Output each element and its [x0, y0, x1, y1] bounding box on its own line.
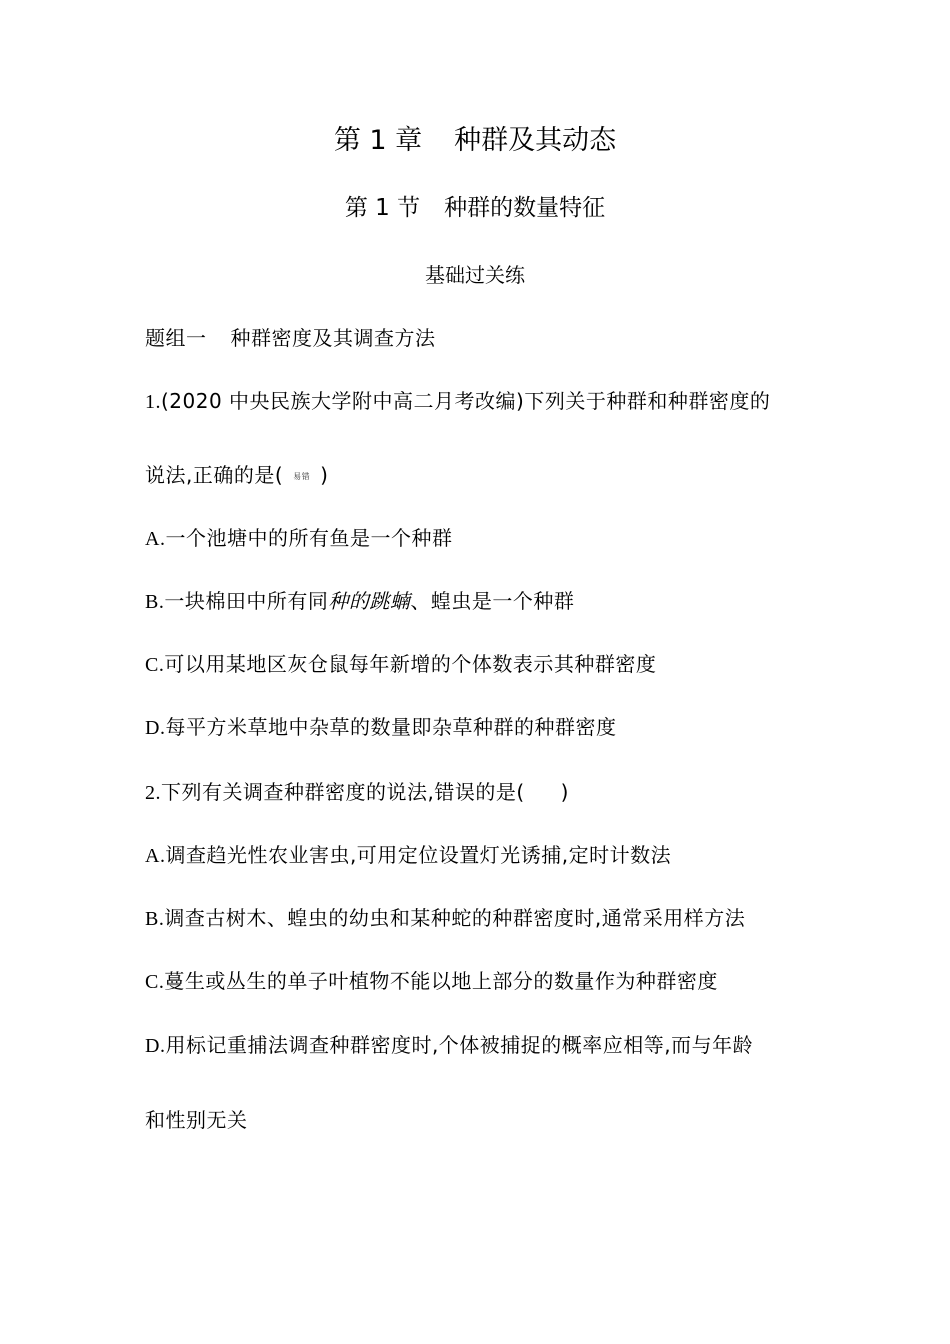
question-1-stem-line-2: [145, 462, 328, 488]
question-1-option-a: [145, 525, 452, 552]
option-letter: C.: [145, 654, 165, 676]
error-prone-badge: 易错: [293, 471, 311, 481]
question-2-number: 2.: [145, 782, 161, 804]
question-2-stem: [145, 779, 569, 806]
question-1-stem-text: (2020 中央民族大学附中高二月考改编)下列关于种群和种群密度的: [161, 389, 771, 413]
question-1-stem-text-2: 说法,正确的是(: [145, 463, 284, 487]
option-letter: B.: [145, 591, 165, 613]
section-name: 种群的数量特征: [444, 195, 606, 221]
question-group-heading: [145, 325, 436, 351]
option-letter: D.: [145, 717, 166, 739]
option-letter: C.: [145, 971, 165, 993]
question-1-option-b: [145, 588, 574, 615]
option-letter: D.: [145, 1035, 166, 1057]
section-title: [0, 193, 950, 223]
question-2-answer-close: ): [560, 780, 569, 804]
chapter-title: [0, 124, 950, 158]
option-text: 蔓生或丛生的单子叶植物不能以地上部分的数量作为种群密度: [164, 969, 718, 993]
option-text-end: 、蝗虫是一个种群: [410, 589, 575, 613]
option-text: 用标记重捕法调查种群密度时,个体被捕捉的概率应相等,而与年龄: [165, 1033, 754, 1057]
option-text: 调查趋光性农业害虫,可用定位设置灯光诱捕,定时计数法: [165, 843, 672, 867]
option-text-italic: 种的跳蝻: [328, 589, 411, 613]
question-2-option-d-continued: [145, 1107, 248, 1133]
option-text: 每平方米草地中杂草的数量即杂草种群的种群密度: [165, 715, 617, 739]
question-1-stem-line-1: [145, 388, 770, 415]
question-2-option-b: [145, 905, 745, 932]
chapter-name: 种群及其动态: [454, 125, 617, 156]
question-1-number: 1.: [145, 391, 161, 413]
option-text: 可以用某地区灰仓鼠每年新增的个体数表示其种群密度: [164, 652, 657, 676]
option-text: 一块棉田中所有同: [164, 589, 329, 613]
option-letter: A.: [145, 528, 166, 550]
group-title: 种群密度及其调查方法: [230, 326, 436, 350]
section-prefix: 第 1 节: [344, 195, 421, 221]
option-text: 调查古树木、蝗虫的幼虫和某种蛇的种群密度时,通常采用样方法: [164, 906, 746, 930]
question-1-answer-close: ): [320, 463, 329, 487]
chapter-prefix: 第 1 章: [333, 125, 423, 156]
question-2-option-a: [145, 842, 671, 869]
option-letter: A.: [145, 845, 166, 867]
option-text: 一个池塘中的所有鱼是一个种群: [165, 526, 453, 550]
option-letter: B.: [145, 908, 165, 930]
exercise-subheading: 基础过关练: [425, 263, 525, 287]
question-2-stem-text: 下列有关调查种群密度的说法,错误的是(: [161, 780, 525, 804]
question-2-option-d: [145, 1032, 753, 1059]
question-1-option-d: [145, 714, 616, 741]
question-2-option-c: [145, 968, 718, 995]
question-1-option-c: [145, 651, 656, 678]
group-label: 题组一: [145, 326, 207, 350]
option-text-continued: 和性别无关: [145, 1108, 248, 1132]
